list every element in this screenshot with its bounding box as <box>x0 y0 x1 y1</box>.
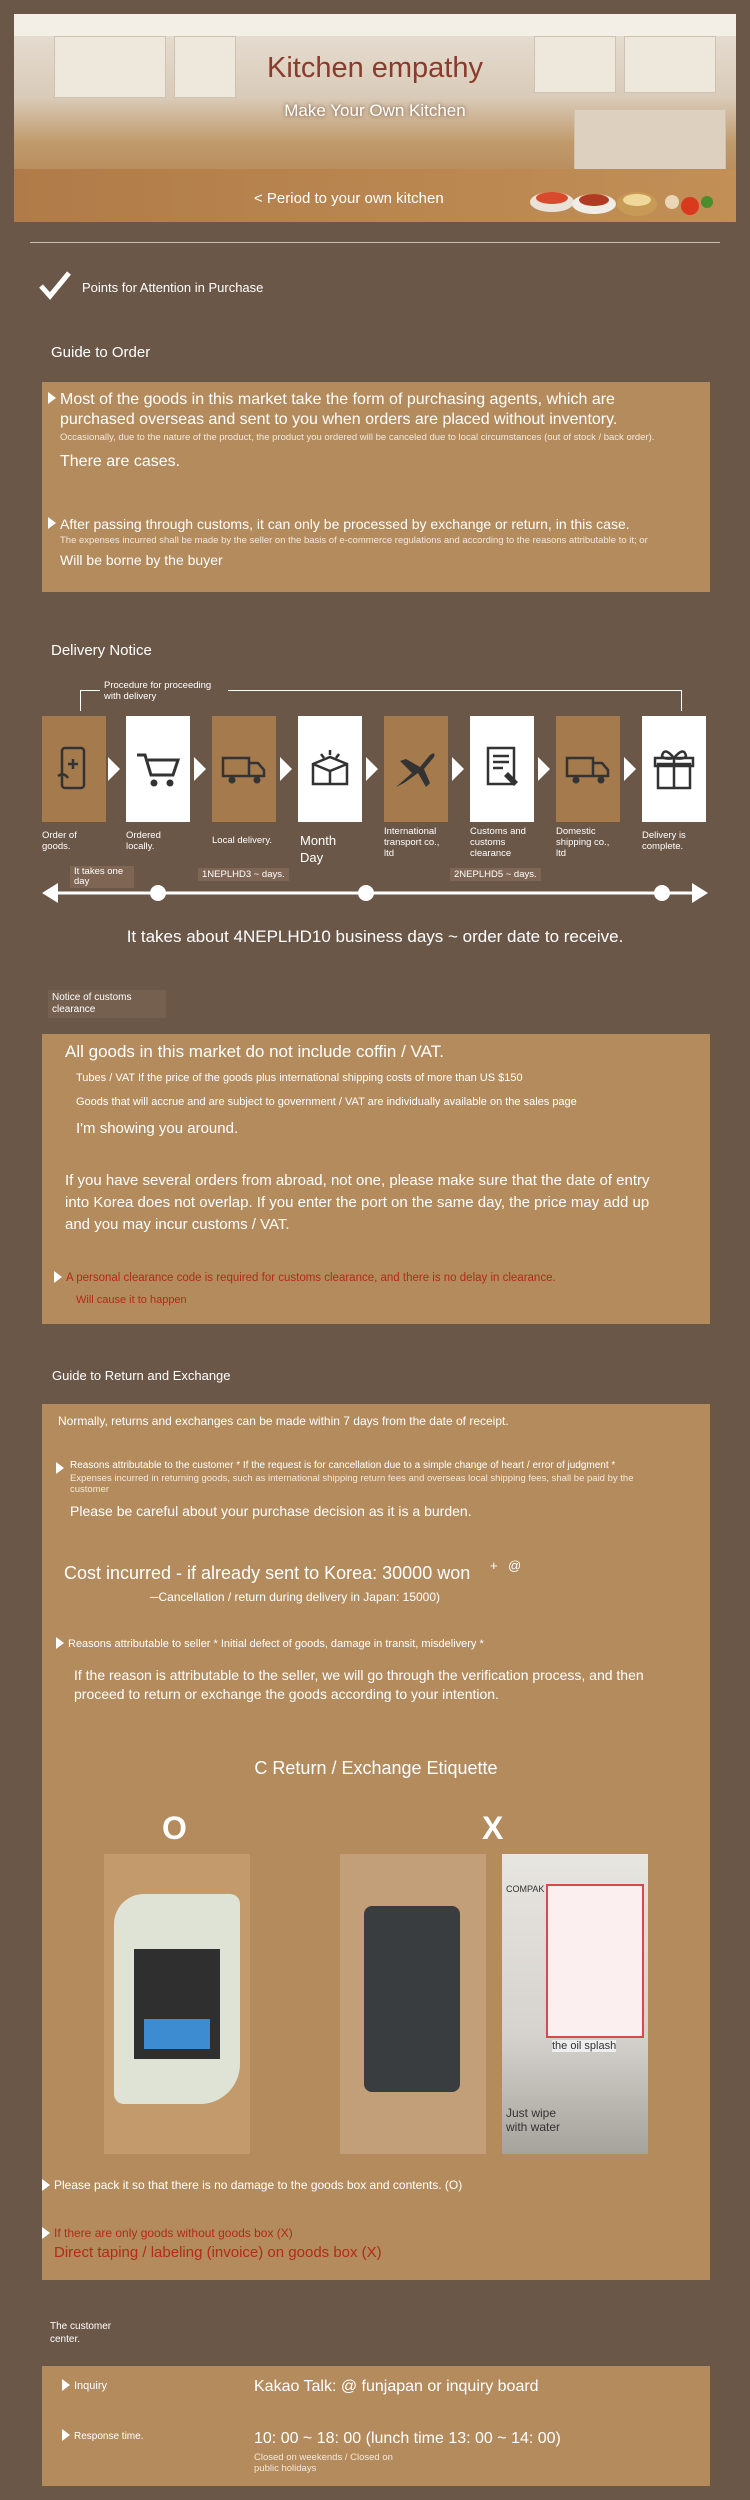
delivery-summary: It takes about 4NEPLHD10 business days ~ order date to receive. <box>126 927 624 946</box>
photo-labeled-box <box>502 1854 648 2154</box>
customs-red-1: A personal clearance code is required for customs clearance, and there is no delay in clearance. <box>66 1272 556 1284</box>
truck-icon <box>221 752 267 786</box>
bullet-icon <box>42 2179 50 2191</box>
step-label-2: Ordered locally. <box>126 830 161 852</box>
page-subtitle: Make Your Own Kitchen <box>284 101 466 120</box>
customs-para: If you have several orders from abroad, not one, please make sure that the date of entry into Korea does not overlap. If you enter the port on the same day, the price may add up and you may incur customs / VAT. <box>65 1172 650 1233</box>
order-box <box>42 382 710 592</box>
customer-reason: Reasons attributable to the customer * If the request is for cancellation due to a simple change of heart / error of judgment * <box>70 1460 616 1471</box>
photo-text-oil: the oil splash <box>552 2040 617 2052</box>
header-banner <box>14 14 736 222</box>
customs-heading: All goods in this market do not include coffin / VAT. <box>65 1042 444 1061</box>
step-label-5: International transport co., ltd <box>384 826 440 859</box>
section-title-delivery: Delivery Notice <box>51 642 152 659</box>
seller-reason: Reasons attributable to seller * Initial defect of goods, damage in transit, misdelivery * <box>68 1638 484 1650</box>
order-p1: Most of the goods in this market take the form of purchasing agents, which are purchased overseas and sent to you when orders are placed without inventory. <box>60 391 618 428</box>
step-order <box>42 716 106 822</box>
returns-box <box>42 1404 710 2280</box>
customs-line-3: I'm showing you around. <box>76 1120 239 1137</box>
cost-line: Cost incurred - if already sent to Korea: 30000 won <box>64 1563 471 1583</box>
section-title-cs: The customer center. <box>50 2321 112 2345</box>
document-icon <box>482 746 522 792</box>
customs-line-2: Goods that will accrue and are subject to government / VAT are individually available on the sales page <box>76 1096 577 1108</box>
step-label-1: Order of goods. <box>42 830 77 852</box>
customer-reason-small: Expenses incurred in returning goods, such as international shipping return fees and overseas local shipping fees, shall be paid by the customer <box>70 1473 634 1495</box>
step-complete <box>642 716 706 822</box>
truck-icon <box>565 752 611 786</box>
cart-icon <box>135 749 181 789</box>
timeline-bar <box>42 883 708 903</box>
back-link[interactable]: < Period to your own kitchen <box>254 190 444 207</box>
duration-tag-3: 2NEPLHD5 ~ days. <box>450 868 541 881</box>
photo-text-wipe: Just wipe with water <box>506 2106 561 2134</box>
step-ordered-locally <box>126 716 190 822</box>
inquiry-label: Inquiry <box>74 2380 108 2392</box>
section-title-order: Guide to Order <box>51 344 151 361</box>
photo-no-box <box>340 1854 486 2154</box>
delivery-steps <box>42 716 710 824</box>
order-p1-emph: There are cases. <box>60 453 181 470</box>
cost-sub: ─Cancellation / return during delivery in Japan: 15000) <box>150 1590 441 1604</box>
time-note: Closed on weekends / Closed on public holidays <box>254 2452 393 2474</box>
step-label-6: Customs and customs clearance <box>470 826 526 859</box>
returns-intro: Normally, returns and exchanges can be made within 7 days from the date of receipt. <box>58 1414 509 1428</box>
order-p2-emph: Will be borne by the buyer <box>60 552 223 568</box>
bullet-icon <box>62 2379 70 2391</box>
bullet-icon <box>56 1462 64 1474</box>
bullet-icon <box>54 1271 62 1283</box>
cs-box <box>42 2366 710 2486</box>
packing-note: Please pack it so that there is no damage to the goods box and contents. (O) <box>54 2178 463 2192</box>
duration-tag-2: 1NEPLHD3 ~ days. <box>198 868 289 881</box>
cost-at-icon: @ <box>508 1558 522 1573</box>
step-label-8: Delivery is complete. <box>642 830 686 852</box>
photo-text-compak: COMPAK <box>506 1884 545 1894</box>
procedure-label: Procedure for proceeding with delivery <box>100 680 228 702</box>
bullet-icon <box>42 2227 50 2239</box>
step-international <box>384 716 448 822</box>
time-value: 10: 00 ~ 18: 00 (lunch time 13: 00 ~ 14: 00) <box>254 2430 561 2447</box>
duration-tag-1: It takes one day <box>70 866 134 888</box>
seller-reason-text: If the reason is attributable to the seller, we will go through the verification process, and then proceed to return or exchange the goods according to your intention. <box>74 1667 644 1702</box>
section-title-returns: Guide to Return and Exchange <box>52 1368 231 1383</box>
no-box-note: If there are only goods without goods box (X) <box>54 2226 293 2240</box>
step-label-7: Domestic shipping co., ltd <box>556 826 610 859</box>
step-domestic <box>556 716 620 822</box>
inquiry-value[interactable]: Kakao Talk: @ funjapan or inquiry board <box>254 2378 539 2395</box>
bullet-icon <box>48 392 56 404</box>
box-icon <box>307 748 353 790</box>
step-label-4: Month Day <box>300 833 337 865</box>
phone-order-icon <box>54 746 94 792</box>
step-label-3: Local delivery. <box>212 835 273 846</box>
customs-line-1: Tubes / VAT If the price of the goods plus international shipping costs of more than US $150 <box>76 1072 523 1084</box>
page-title: Kitchen empathy <box>266 52 483 84</box>
checkmark-icon <box>38 270 72 305</box>
order-p2-small: The expenses incurred shall be made by the seller on the basis of e-commerce regulations and according to the reasons attributable to it; or <box>60 535 648 546</box>
customs-box <box>42 1034 710 1324</box>
bullet-icon <box>62 2429 70 2441</box>
order-p1-small: Occasionally, due to the nature of the product, the product you ordered will be canceled due to local circumstances (out of stock / back order). <box>60 432 655 443</box>
airplane-icon <box>392 747 440 791</box>
customer-reason-emph: Please be careful about your purchase decision as it is a burden. <box>70 1503 472 1519</box>
cost-plus-icon: + <box>490 1558 498 1573</box>
order-p2: After passing through customs, it can only be processed by exchange or return, in this case. <box>60 516 630 532</box>
photo-good-packing <box>104 1854 250 2154</box>
step-local-delivery <box>212 716 276 822</box>
food-bowls-image <box>522 182 722 222</box>
customs-red-2: Will cause it to happen <box>76 1294 187 1306</box>
bullet-icon <box>56 1637 64 1649</box>
gift-icon <box>652 746 696 792</box>
ok-mark: O <box>162 1810 187 1846</box>
step-box <box>298 716 362 822</box>
divider <box>30 242 720 243</box>
attention-label: Points for Attention in Purchase <box>82 280 264 295</box>
time-label: Response time. <box>74 2431 144 2442</box>
step-customs <box>470 716 534 822</box>
etiquette-title: C Return / Exchange Etiquette <box>254 1758 498 1778</box>
ng-mark: X <box>482 1810 504 1846</box>
section-title-customs: Notice of customs clearance <box>48 990 166 1018</box>
taping-note: Direct taping / labeling (invoice) on goods box (X) <box>54 2244 382 2261</box>
bullet-icon <box>48 517 56 529</box>
